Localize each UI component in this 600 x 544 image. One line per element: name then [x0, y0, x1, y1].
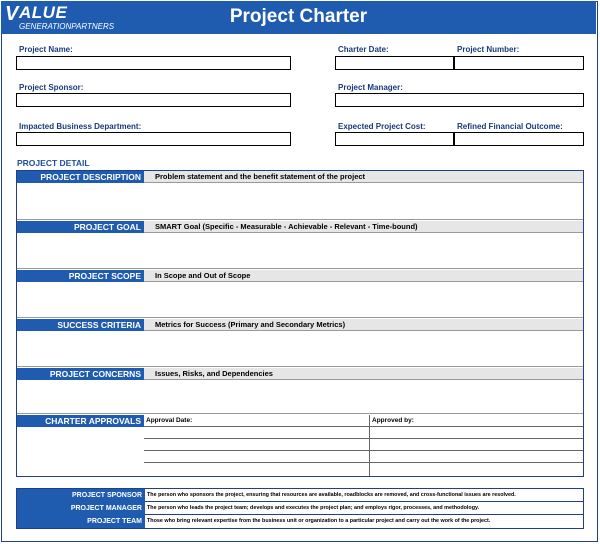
row-label: SUCCESS CRITERIA	[17, 319, 144, 331]
charter-approvals	[17, 415, 583, 476]
logo-subtitle: GENERATIONPARTNERS	[19, 22, 115, 31]
page-title: Project Charter	[229, 6, 368, 27]
project-scope-input[interactable]	[17, 282, 583, 318]
legend-key: PROJECT TEAM	[17, 515, 145, 528]
refined-outcome-label: Refined Financial Outcome:	[457, 122, 563, 131]
project-sponsor-field[interactable]	[16, 93, 291, 107]
row-project-concerns	[17, 368, 583, 380]
header-band	[1, 1, 596, 34]
row-label: PROJECT CONCERNS	[17, 368, 144, 380]
legend-key: PROJECT MANAGER	[17, 502, 145, 515]
charter-date-field[interactable]	[335, 56, 454, 70]
impacted-department-field[interactable]	[16, 132, 291, 146]
project-detail-table	[16, 170, 584, 477]
row-project-description	[17, 171, 583, 183]
project-description-input[interactable]	[17, 183, 583, 220]
row-label: PROJECT DESCRIPTION	[17, 171, 144, 183]
project-manager-field[interactable]	[335, 93, 584, 107]
logo-v: V	[5, 3, 19, 25]
expected-cost-label: Expected Project Cost:	[338, 122, 426, 131]
charter-date-label: Charter Date:	[338, 45, 389, 54]
row-desc: Problem statement and the benefit statement of the project	[144, 171, 583, 183]
approved-by-cell[interactable]	[370, 463, 583, 476]
legend-key: PROJECT SPONSOR	[17, 489, 145, 502]
row-desc: In Scope and Out of Scope	[144, 270, 583, 282]
project-number-field[interactable]	[454, 56, 584, 70]
approval-date-cell[interactable]	[144, 439, 370, 451]
impacted-department-label: Impacted Business Department:	[19, 122, 142, 131]
legend-value: Those who bring relevant expertise from the business unit or organization to a particular project and carry out the work of the project.	[147, 518, 491, 524]
approvals-grid	[144, 415, 583, 476]
legend-row-sponsor	[17, 489, 583, 502]
logo-alue: ALUE	[19, 3, 68, 22]
refined-outcome-field[interactable]	[454, 132, 584, 146]
row-project-goal	[17, 221, 583, 233]
approved-by-cell[interactable]	[370, 451, 583, 463]
row-desc: SMART Goal (Specific - Measurable - Achievable - Relevant - Time-bound)	[144, 221, 583, 233]
success-criteria-input[interactable]	[17, 331, 583, 367]
project-number-label: Project Number:	[457, 45, 520, 54]
roles-legend	[16, 488, 584, 529]
approval-date-cell[interactable]	[144, 463, 370, 476]
row-desc: Issues, Risks, and Dependencies	[144, 368, 583, 380]
row-label: PROJECT GOAL	[17, 221, 144, 233]
project-manager-label: Project Manager:	[338, 83, 403, 92]
approved-by-cell[interactable]	[370, 427, 583, 439]
expected-cost-field[interactable]	[335, 132, 454, 146]
section-title: PROJECT DETAIL	[17, 158, 90, 168]
legend-value: The person who sponsors the project, ensuring that resources are available, roadblocks are removed, and cross-functional issues are resolved.	[147, 492, 516, 498]
approvals-label: CHARTER APPROVALS	[17, 415, 144, 427]
approved-by-cell[interactable]	[370, 439, 583, 451]
row-label: PROJECT SCOPE	[17, 270, 144, 282]
project-name-field[interactable]	[16, 56, 291, 70]
legend-row-team	[17, 515, 583, 528]
approved-by-header: Approved by:	[370, 415, 583, 427]
row-project-scope	[17, 270, 583, 282]
approval-date-cell[interactable]	[144, 451, 370, 463]
project-goal-input[interactable]	[17, 233, 583, 269]
approval-date-header: Approval Date:	[144, 415, 370, 427]
legend-value: The person who leads the project team; develops and executes the project plan; and employs rigor, processes, and methodology.	[147, 505, 480, 511]
row-desc: Metrics for Success (Primary and Secondary Metrics)	[144, 319, 583, 331]
approval-date-cell[interactable]	[144, 427, 370, 439]
row-success-criteria	[17, 319, 583, 331]
project-concerns-input[interactable]	[17, 380, 583, 414]
legend-row-manager	[17, 502, 583, 515]
project-sponsor-label: Project Sponsor:	[19, 83, 84, 92]
project-name-label: Project Name:	[19, 45, 73, 54]
